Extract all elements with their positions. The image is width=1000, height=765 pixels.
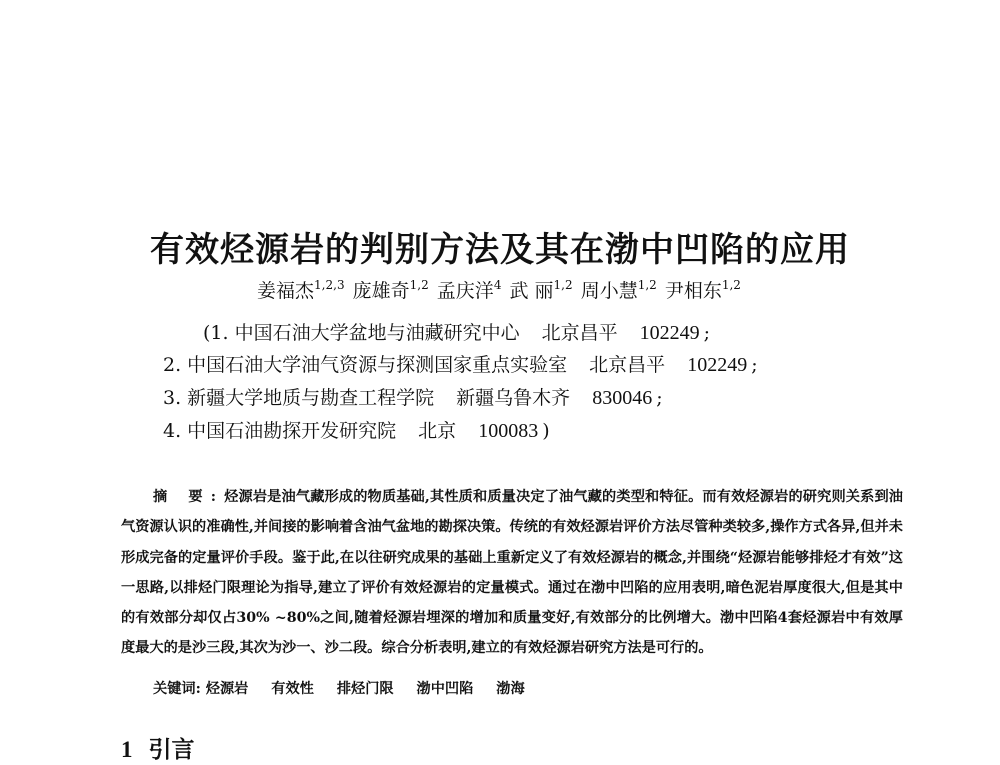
keyword: 排烃门限 xyxy=(336,681,394,697)
section-heading xyxy=(121,731,195,764)
affiliation-postcode: 100083 xyxy=(478,420,539,442)
keyword: 渤中凹陷 xyxy=(416,681,474,697)
author-name: 尹相东 xyxy=(664,280,722,302)
abstract-text: 烃源岩是油气藏形成的物质基础,其性质和质量决定了油气藏的类型和特征。而有效烃源岩的研究则关系到油气资源认识的准确性,并间接的影响着含油气盆地的勘探决策。传统的有效烃源岩评价方法尽管种类较多,操作方式各异,但并未形成完备的定量评价手段。鉴于此,在以往研究成果的基础上重新定义了有效烃源岩的概念,并围绕“烃源岩能够排烃才有效”这一思路,以排烃门限理论为指导,建立了评价有效烃源岩的定量模式。通过在渤中凹陷的应用表明,暗色泥岩厚度很大,但是其中的有效部分却仅占30% ~80%之间,随着烃源岩埋深的增加和质量变好,有效部分的比例增大。渤中凹陷4套烃源岩中有效厚度最大的是沙三段,其次为沙一、沙二段。综合分析表明,建立的有效烃源岩研究方法是可行的。 xyxy=(121,489,903,657)
affiliation-org: 4. 中国石油勘探开发研究院 xyxy=(163,420,397,442)
paper-title: 有效烃源岩的判别方法及其在渤中凹陷的应用 xyxy=(150,230,850,270)
affiliation-org: 2. 中国石油大学油气资源与探测国家重点实验室 xyxy=(163,354,568,376)
author-affiliation-marks: 1,2 xyxy=(637,278,657,292)
affiliation-end: ; xyxy=(703,322,711,344)
section-number: 1 xyxy=(121,737,133,762)
author xyxy=(353,280,431,302)
affiliation-org: (1. 中国石油大学盆地与油藏研究中心 xyxy=(203,322,520,344)
affiliation-line xyxy=(203,318,710,345)
affiliation-postcode: 830046 xyxy=(592,387,653,409)
author xyxy=(665,280,743,302)
affiliation-end: ; xyxy=(656,387,663,409)
author-name: 孟庆洋 xyxy=(436,280,494,302)
abstract-label: 摘 要: xyxy=(153,489,225,505)
author xyxy=(257,280,347,302)
author-affiliation-marks: 1,2 xyxy=(409,278,429,292)
section-title: 引言 xyxy=(148,736,195,763)
affiliation-place: 新疆乌鲁木齐 xyxy=(456,387,571,409)
affiliation-postcode: 102249 xyxy=(687,354,748,376)
keywords xyxy=(153,678,543,698)
keyword: 烃源岩 xyxy=(205,681,249,697)
author-affiliation-marks: 1,2,3 xyxy=(314,278,345,292)
author-name: 周小慧 xyxy=(580,280,638,302)
affiliation-end: ; xyxy=(751,354,758,376)
abstract xyxy=(121,482,903,664)
affiliation-line xyxy=(163,383,663,410)
author-affiliation-marks: 1,2 xyxy=(553,278,573,292)
affiliation-postcode: 102249 xyxy=(639,322,700,344)
author xyxy=(437,280,504,302)
author-name: 武 丽 xyxy=(509,280,554,302)
affiliation-place: 北京 xyxy=(418,420,457,442)
author-affiliation-marks: 4 xyxy=(493,278,502,292)
author xyxy=(510,280,575,302)
author-name: 姜福杰 xyxy=(257,280,315,302)
keywords-label: 关键词: xyxy=(153,681,201,697)
affiliation-place: 北京昌平 xyxy=(541,322,618,344)
affiliation-place: 北京昌平 xyxy=(589,354,666,376)
author-list xyxy=(0,276,1000,303)
author xyxy=(581,280,659,302)
author-affiliation-marks: 1,2 xyxy=(721,278,741,292)
author-name: 庞雄奇 xyxy=(352,280,410,302)
keyword: 渤海 xyxy=(496,681,525,697)
keyword: 有效性 xyxy=(271,681,314,697)
affiliation-org: 3. 新疆大学地质与勘查工程学院 xyxy=(163,387,435,409)
affiliation-line xyxy=(163,416,550,443)
affiliation-end: ) xyxy=(542,420,550,442)
affiliation-line xyxy=(163,350,758,377)
